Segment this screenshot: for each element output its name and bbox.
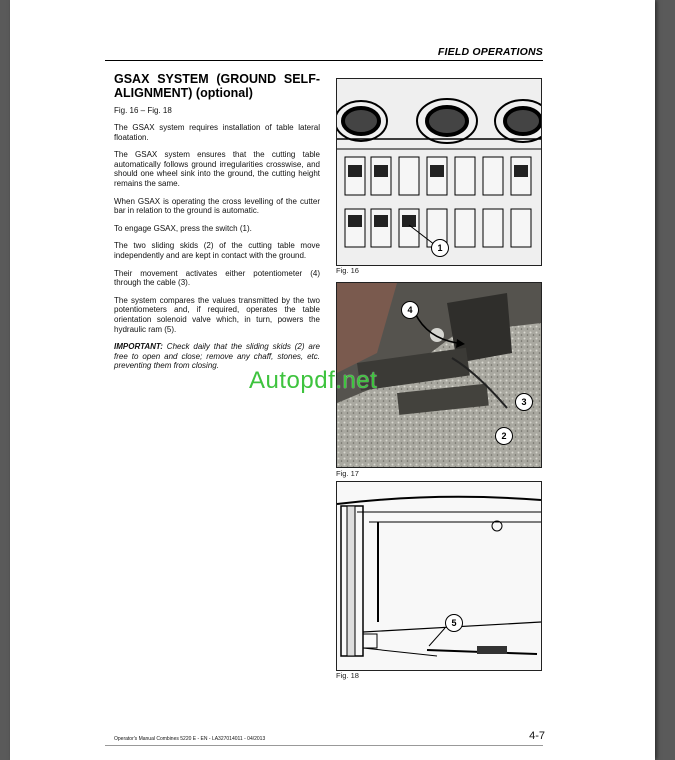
paragraph: The GSAX system requires installation of table lateral floatation.	[114, 123, 320, 142]
figure-17-caption: Fig. 17	[336, 469, 359, 478]
figure-reference: Fig. 16 – Fig. 18	[114, 106, 172, 115]
important-label: IMPORTANT:	[114, 342, 163, 352]
hydraulic-ram-illustration	[337, 482, 541, 670]
page-number: 4-7	[529, 730, 545, 742]
figure-16-caption: Fig. 16	[336, 266, 359, 275]
callout-1: 1	[431, 239, 449, 257]
figure-18-hydraulic-diagram	[336, 481, 542, 671]
important-text: Check daily that the sliding skids (2) are free to open and close; remove any chaff, stones, etc. preventing them from closing.	[114, 342, 320, 371]
header-rule	[105, 60, 543, 61]
paragraph: When GSAX is operating the cross levelling of the cutter bar in relation to the ground is automatic.	[114, 196, 320, 216]
paragraph: The two sliding skids (2) of the cutting table move independently and are kept in contact with the ground.	[114, 241, 320, 260]
callout-5: 5	[445, 614, 463, 632]
footer-manual-info: Operator's Manual Combines 5220 E - EN - LA327014011 - 04/2013	[114, 736, 266, 742]
callout-4: 4	[401, 301, 419, 319]
text-column	[114, 72, 320, 379]
figure-18-caption: Fig. 18	[336, 671, 359, 680]
figure-16-control-panel	[336, 78, 542, 266]
section-title: GSAX SYSTEM (GROUND SELF-ALIGNMENT) (optional)	[114, 72, 320, 100]
paragraph: To engage GSAX, press the switch (1).	[114, 223, 252, 233]
callout-3: 3	[515, 393, 533, 411]
paragraph: The system compares the values transmitted by the two potentiometers and, if required, operates the table orientation solenoid valve which, in turn, powers the hydraulic ram (5).	[114, 295, 320, 334]
watermark-text: Autopdf.net	[249, 367, 378, 394]
footer-rule	[105, 745, 543, 746]
control-panel-illustration	[337, 79, 541, 265]
callout-2: 2	[495, 427, 513, 445]
paragraph: Their movement activates either potentiometer (4) through the cable (3).	[114, 268, 320, 288]
section-header: FIELD OPERATIONS	[437, 46, 543, 58]
paragraph: The GSAX system ensures that the cutting table automatically follows ground irregularities crosswise, and should one wheel sink into the ground, the cutting height remains the same.	[114, 150, 320, 188]
